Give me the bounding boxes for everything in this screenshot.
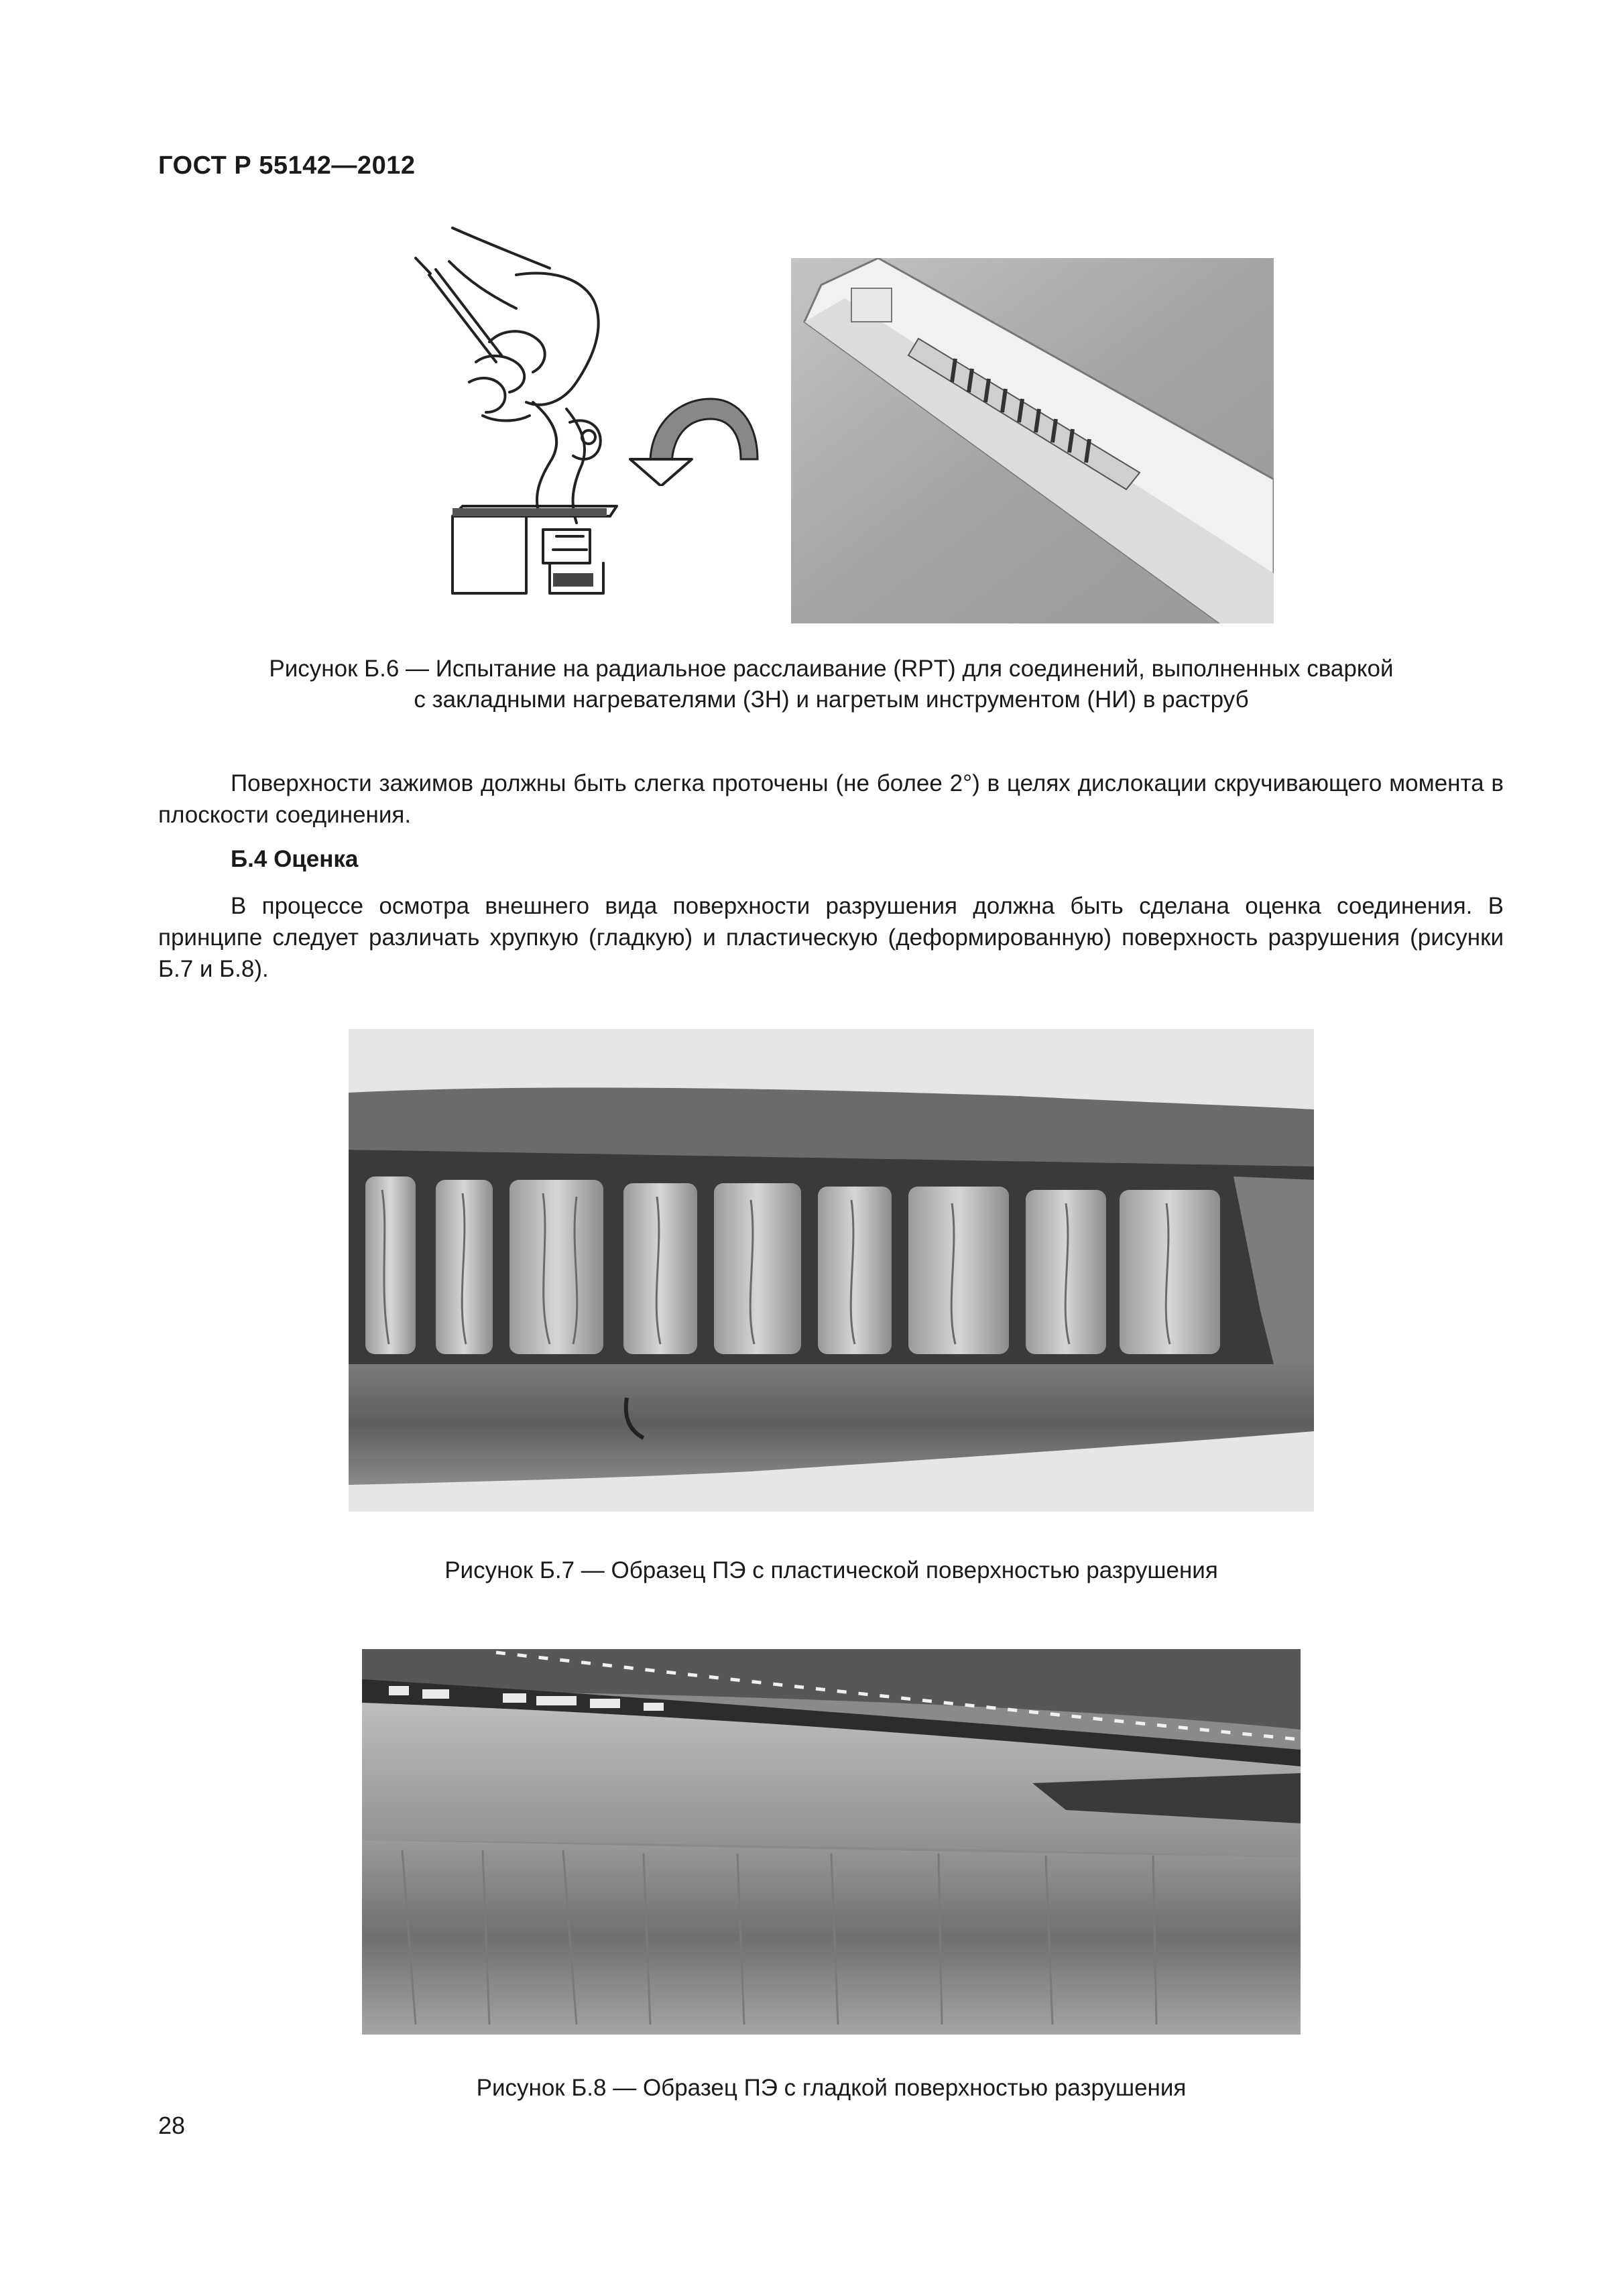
paragraph-clamp-surfaces: Поверхности зажимов должны быть слегка проточены (не более 2°) в целях дислокации скручивающего момента в плоскости соединения. (158, 770, 1504, 828)
section-title: Б.4 Оценка (231, 846, 359, 872)
figure-b8-caption: Рисунок Б.8 — Образец ПЭ с гладкой поверхностью разрушения (476, 2075, 1187, 2101)
standard-code: ГОСТ Р 55142—2012 (158, 152, 416, 180)
figure-b6-caption (161, 654, 1502, 715)
rotation-arrow-icon (623, 385, 764, 486)
figure-b8-photo (362, 1649, 1301, 2035)
figure-b7-caption: Рисунок Б.7 — Образец ПЭ с пластической поверхностью разрушения (444, 1557, 1218, 1583)
page-number: 28 (158, 2112, 186, 2139)
figure-b6-photo (791, 258, 1274, 623)
figure-b7-photo (349, 1029, 1314, 1512)
figure-b6-caption-line2: с закладными нагревателями (ЗН) и нагретым инструментом (НИ) в раструб (414, 686, 1249, 713)
paragraph-evaluation: В процессе осмотра внешнего вида поверхности разрушения должна быть сделана оценка соединения. В принципе следует различать хрупкую (гладкую) и пластическую (деформированную) поверхность разрушения (рисунки Б.7 и Б.8). (158, 893, 1504, 982)
figure-b6-caption-line1: Рисунок Б.6 — Испытание на радиальное расслаивание (RPT) для соединений, выполненных сваркой (269, 656, 1394, 682)
